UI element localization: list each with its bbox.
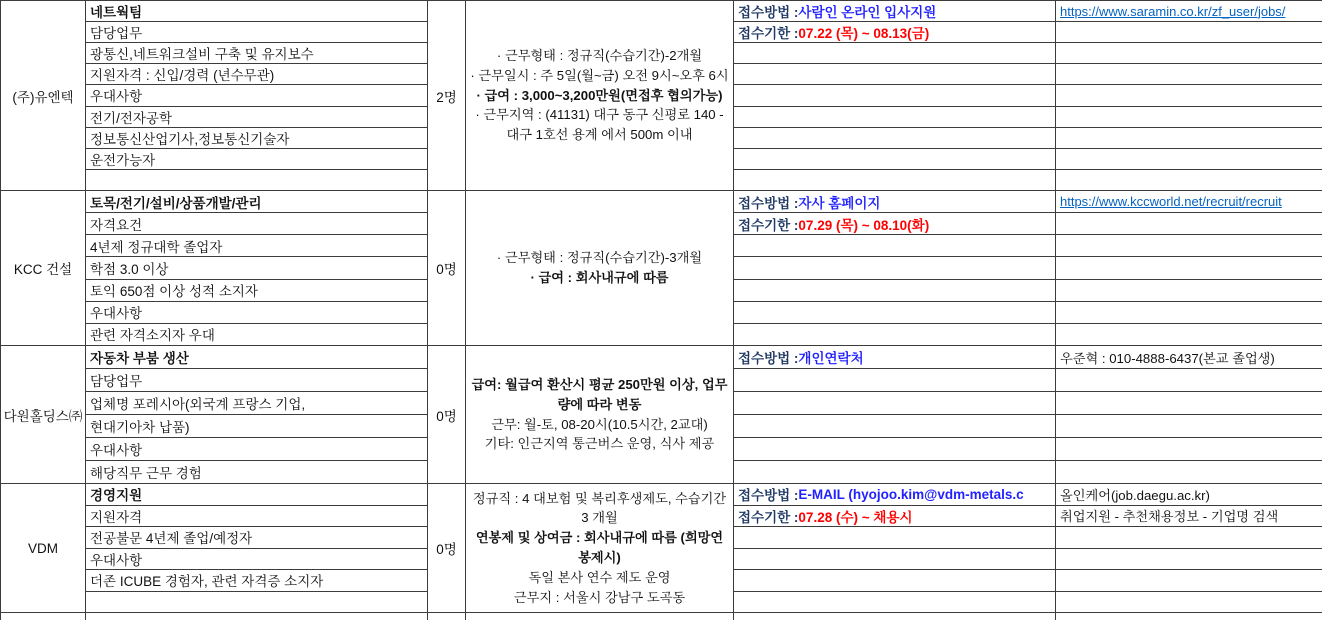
condition-line: · 근무형태 : 정규직(수습기간)-2개월 [496, 48, 703, 63]
empty-cell[interactable] [1056, 461, 1322, 483]
empty-cell[interactable] [1056, 235, 1322, 257]
link-column [1056, 346, 1322, 483]
apply-method-cell[interactable] [734, 613, 1055, 620]
apply-method-cell[interactable] [734, 346, 1055, 369]
condition-line: 정규직 : 4 대보험 및 복리후생제도, 수습기간 3 개월 [472, 490, 727, 526]
apply-method-cell[interactable] [734, 484, 1055, 506]
deadline-cell[interactable] [734, 22, 1055, 43]
detail-cell[interactable]: 현대기아차 납품) [86, 415, 427, 438]
detail-cell[interactable]: 4년제 정규대학 졸업자 [86, 235, 427, 257]
detail-cell[interactable]: 관련 자격소지자 우대 [90, 328, 215, 344]
condition-line: · 급여 : 회사내규에 따름 [530, 270, 669, 285]
company-group-dawon [1, 346, 1322, 484]
empty-cell[interactable] [734, 257, 1055, 279]
empty-cell[interactable] [1056, 527, 1322, 549]
empty-cell[interactable] [1056, 438, 1322, 461]
condition-line: 독일 본사 연수 제도 운영 [528, 569, 671, 585]
empty-cell[interactable] [1056, 570, 1322, 592]
conditions-cell[interactable] [466, 613, 734, 620]
empty-cell[interactable] [734, 235, 1055, 257]
job-posting-link[interactable]: https://www.kccworld.net/recruit/recruit [1060, 194, 1282, 210]
contact-cell[interactable]: 취업지원 - 추천채용정보 - 기업명 검색 [1056, 506, 1322, 528]
apply-method-cell[interactable] [734, 191, 1055, 213]
company-name: (주)유엔텍 [12, 89, 74, 105]
conditions-cell[interactable] [466, 1, 734, 190]
empty-cell[interactable] [1056, 257, 1322, 279]
headcount: 0명 [436, 542, 457, 557]
condition-line: 급여: 월급여 환산시 평균 250만원 이상, 업무량에 따라 변동 [471, 376, 728, 412]
deadline-value: 07.29 (목) ~ 08.10(화) [798, 217, 930, 233]
detail-cell-empty[interactable] [86, 170, 427, 190]
condition-line: · 근무형태 : 정규직(수습기간)-3개월 [496, 250, 703, 266]
empty-cell[interactable] [1056, 592, 1322, 613]
apply-method-value: 자사 홈페이지 [798, 195, 881, 211]
condition-line: 근무지 : 서울시 강남구 도곡동 [513, 589, 686, 605]
detail-cell[interactable] [86, 613, 427, 620]
link-column [1056, 191, 1322, 345]
headcount-cell[interactable] [428, 191, 466, 345]
detail-cell[interactable]: 토익 650점 이상 성적 소지자 [86, 280, 427, 302]
empty-cell[interactable] [734, 280, 1055, 302]
apply-column [734, 346, 1056, 483]
detail-cell[interactable]: 전공불문 4년제 졸업/예정자 [86, 527, 427, 549]
link-cell [1056, 1, 1322, 22]
detail-cell[interactable]: 경영지원 [86, 484, 427, 506]
empty-cell[interactable] [1056, 392, 1322, 415]
deadline-value: 07.22 (목) ~ 08.13(금) [798, 26, 930, 42]
headcount: 0명 [436, 408, 457, 424]
empty-cell[interactable] [1056, 280, 1322, 302]
company-cell[interactable] [1, 613, 86, 620]
company-name: VDM [28, 540, 58, 556]
company-group-partial [1, 613, 1322, 620]
apply-column [734, 484, 1056, 612]
job-posting-link[interactable]: https://www.saramin.co.kr/zf_user/jobs/ [1060, 3, 1286, 19]
detail-cell[interactable]: 우대사항 [86, 438, 427, 461]
empty-cell[interactable] [1056, 369, 1322, 392]
empty-cell[interactable] [734, 170, 1055, 190]
empty-cell[interactable] [1056, 324, 1322, 345]
detail-cell[interactable]: 담당업무 [86, 369, 427, 392]
empty-cell[interactable] [1056, 22, 1322, 43]
condition-line: · 근무지역 : (41131) 대구 동구 신평로 140 - 대구 1호선 용계 에서 500m 이내 [475, 107, 724, 143]
deadline-cell[interactable] [734, 213, 1055, 235]
company-cell[interactable] [1, 191, 86, 345]
job-details-column [86, 484, 428, 612]
company-cell[interactable] [1, 1, 86, 190]
empty-cell[interactable] [734, 549, 1055, 571]
company-group-kcc [1, 191, 1322, 346]
empty-cell[interactable] [1056, 149, 1322, 170]
job-details-column [86, 613, 428, 620]
apply-method-label: 접수방법 : [738, 488, 799, 504]
detail-cell[interactable]: 담당업무 [86, 22, 427, 43]
headcount: 0명 [436, 262, 457, 277]
empty-cell[interactable] [734, 107, 1055, 128]
detail-cell[interactable]: 해당직무 근무 경험 [90, 466, 202, 481]
condition-line: · 급여 : 3,000~3,200만원(면접후 협의가능) [476, 87, 723, 103]
headcount-cell[interactable] [428, 484, 466, 612]
deadline-label: 접수기한 : [738, 26, 799, 42]
deadline-value: 07.28 (수) ~ 채용시 [798, 509, 913, 525]
detail-cell[interactable]: 전기/전자공학 [86, 107, 427, 128]
detail-cell[interactable]: 우대사항 [86, 85, 427, 106]
empty-cell[interactable] [734, 438, 1055, 461]
apply-method-label: 접수방법 : [738, 5, 799, 21]
empty-cell[interactable] [734, 64, 1055, 85]
condition-line: 연봉제 및 상여금 : 회사내규에 따름 (희망연봉제시) [475, 530, 724, 565]
company-name: 다원홀딩스㈜ [3, 408, 83, 424]
empty-cell[interactable] [734, 43, 1055, 64]
link-column [1056, 484, 1322, 612]
empty-cell[interactable] [1056, 549, 1322, 571]
empty-cell[interactable] [1056, 213, 1322, 235]
headcount-cell[interactable] [428, 346, 466, 483]
empty-cell[interactable] [1056, 302, 1322, 324]
empty-cell[interactable] [1056, 415, 1322, 438]
company-group-vdm [1, 484, 1322, 613]
condition-line: 기타: 인근지역 통근버스 운영, 식사 제공 [484, 436, 715, 452]
detail-cell[interactable]: 우대사항 [86, 302, 427, 324]
empty-cell[interactable] [1056, 128, 1322, 149]
headcount-cell[interactable] [428, 613, 466, 620]
detail-cell[interactable]: 지원자격 : 신입/경력 (년수무관) [86, 64, 427, 85]
detail-cell[interactable]: 자격요건 [86, 213, 427, 235]
deadline-cell[interactable] [734, 506, 1055, 528]
empty-cell[interactable] [734, 592, 1055, 613]
apply-column [734, 191, 1056, 345]
detail-cell[interactable]: 자동차 부붐 생산 [86, 346, 427, 369]
detail-cell[interactable]: 광통신,네트워크설비 구축 및 유지보수 [86, 43, 427, 64]
empty-cell[interactable] [1056, 85, 1322, 106]
apply-method-label: 접수방법 : [738, 351, 799, 366]
detail-cell[interactable]: 업체명 포레시아(외국계 프랑스 기업, [86, 392, 427, 415]
company-group-uentek [1, 1, 1322, 191]
empty-cell[interactable] [734, 324, 1055, 345]
empty-cell[interactable] [734, 149, 1055, 170]
detail-cell[interactable]: 토목/전기/설비/상품개발/관리 [86, 191, 427, 213]
conditions-cell[interactable] [466, 484, 734, 612]
detail-cell[interactable]: 우대사항 [86, 549, 427, 571]
empty-cell[interactable] [734, 85, 1055, 106]
apply-method-label: 접수방법 : [738, 195, 799, 211]
job-details-column [86, 191, 428, 345]
empty-cell[interactable] [734, 369, 1055, 392]
company-name: KCC 건설 [13, 262, 73, 277]
empty-cell[interactable] [1056, 613, 1322, 620]
empty-cell[interactable] [734, 527, 1055, 549]
deadline-label: 접수기한 : [738, 217, 799, 233]
detail-cell[interactable]: 운전가능자 [86, 149, 427, 170]
apply-method-value: 개인연락처 [798, 351, 864, 366]
empty-cell[interactable] [734, 128, 1055, 149]
empty-cell[interactable] [1056, 64, 1322, 85]
empty-cell[interactable] [734, 415, 1055, 438]
apply-method-value: E-MAIL (hyojoo.kim@vdm-metals.c [798, 486, 1024, 502]
deadline-label: 접수기한 : [738, 509, 799, 525]
apply-method-value: 사람인 온라인 입사지원 [798, 5, 937, 21]
headcount: 2명 [436, 89, 457, 105]
job-details-column [86, 346, 428, 483]
conditions-cell[interactable] [466, 191, 734, 345]
detail-cell[interactable]: 지원자격 [86, 506, 427, 528]
job-details-column [86, 1, 428, 190]
empty-cell[interactable] [1056, 43, 1322, 64]
detail-cell[interactable]: 네트웍팀 [86, 1, 427, 22]
link-cell [1056, 191, 1322, 213]
condition-line: · 근무일시 : 주 5일(월~금) 오전 9시~오후 6시 [470, 67, 729, 83]
company-cell[interactable] [1, 484, 86, 612]
contact-cell[interactable]: 올인케어(job.daegu.ac.kr) [1056, 484, 1322, 506]
empty-cell[interactable] [734, 302, 1055, 324]
detail-cell[interactable]: 정보통신산업기사,정보통신기술자 [86, 128, 427, 149]
link-column [1056, 1, 1322, 190]
condition-line: 근무: 월-토, 08-20시(10.5시간, 2교대) [491, 416, 708, 432]
empty-cell[interactable] [1056, 170, 1322, 190]
empty-cell[interactable] [734, 570, 1055, 592]
contact-cell[interactable]: 우준혁 : 010-4888-6437(본교 졸업생) [1056, 346, 1322, 369]
detail-cell[interactable]: 더존 ICUBE 경험자, 관련 자격증 소지자 [86, 570, 427, 592]
apply-column [734, 613, 1056, 620]
link-column [1056, 613, 1322, 620]
conditions-cell[interactable] [466, 346, 734, 483]
detail-cell-empty[interactable] [86, 592, 427, 613]
empty-cell[interactable] [734, 461, 1055, 483]
company-cell[interactable] [1, 346, 86, 483]
headcount-cell[interactable] [428, 1, 466, 190]
empty-cell[interactable] [734, 392, 1055, 415]
detail-cell[interactable]: 학점 3.0 이상 [86, 257, 427, 279]
empty-cell[interactable] [1056, 107, 1322, 128]
apply-column [734, 1, 1056, 190]
apply-method-cell[interactable] [734, 1, 1055, 22]
